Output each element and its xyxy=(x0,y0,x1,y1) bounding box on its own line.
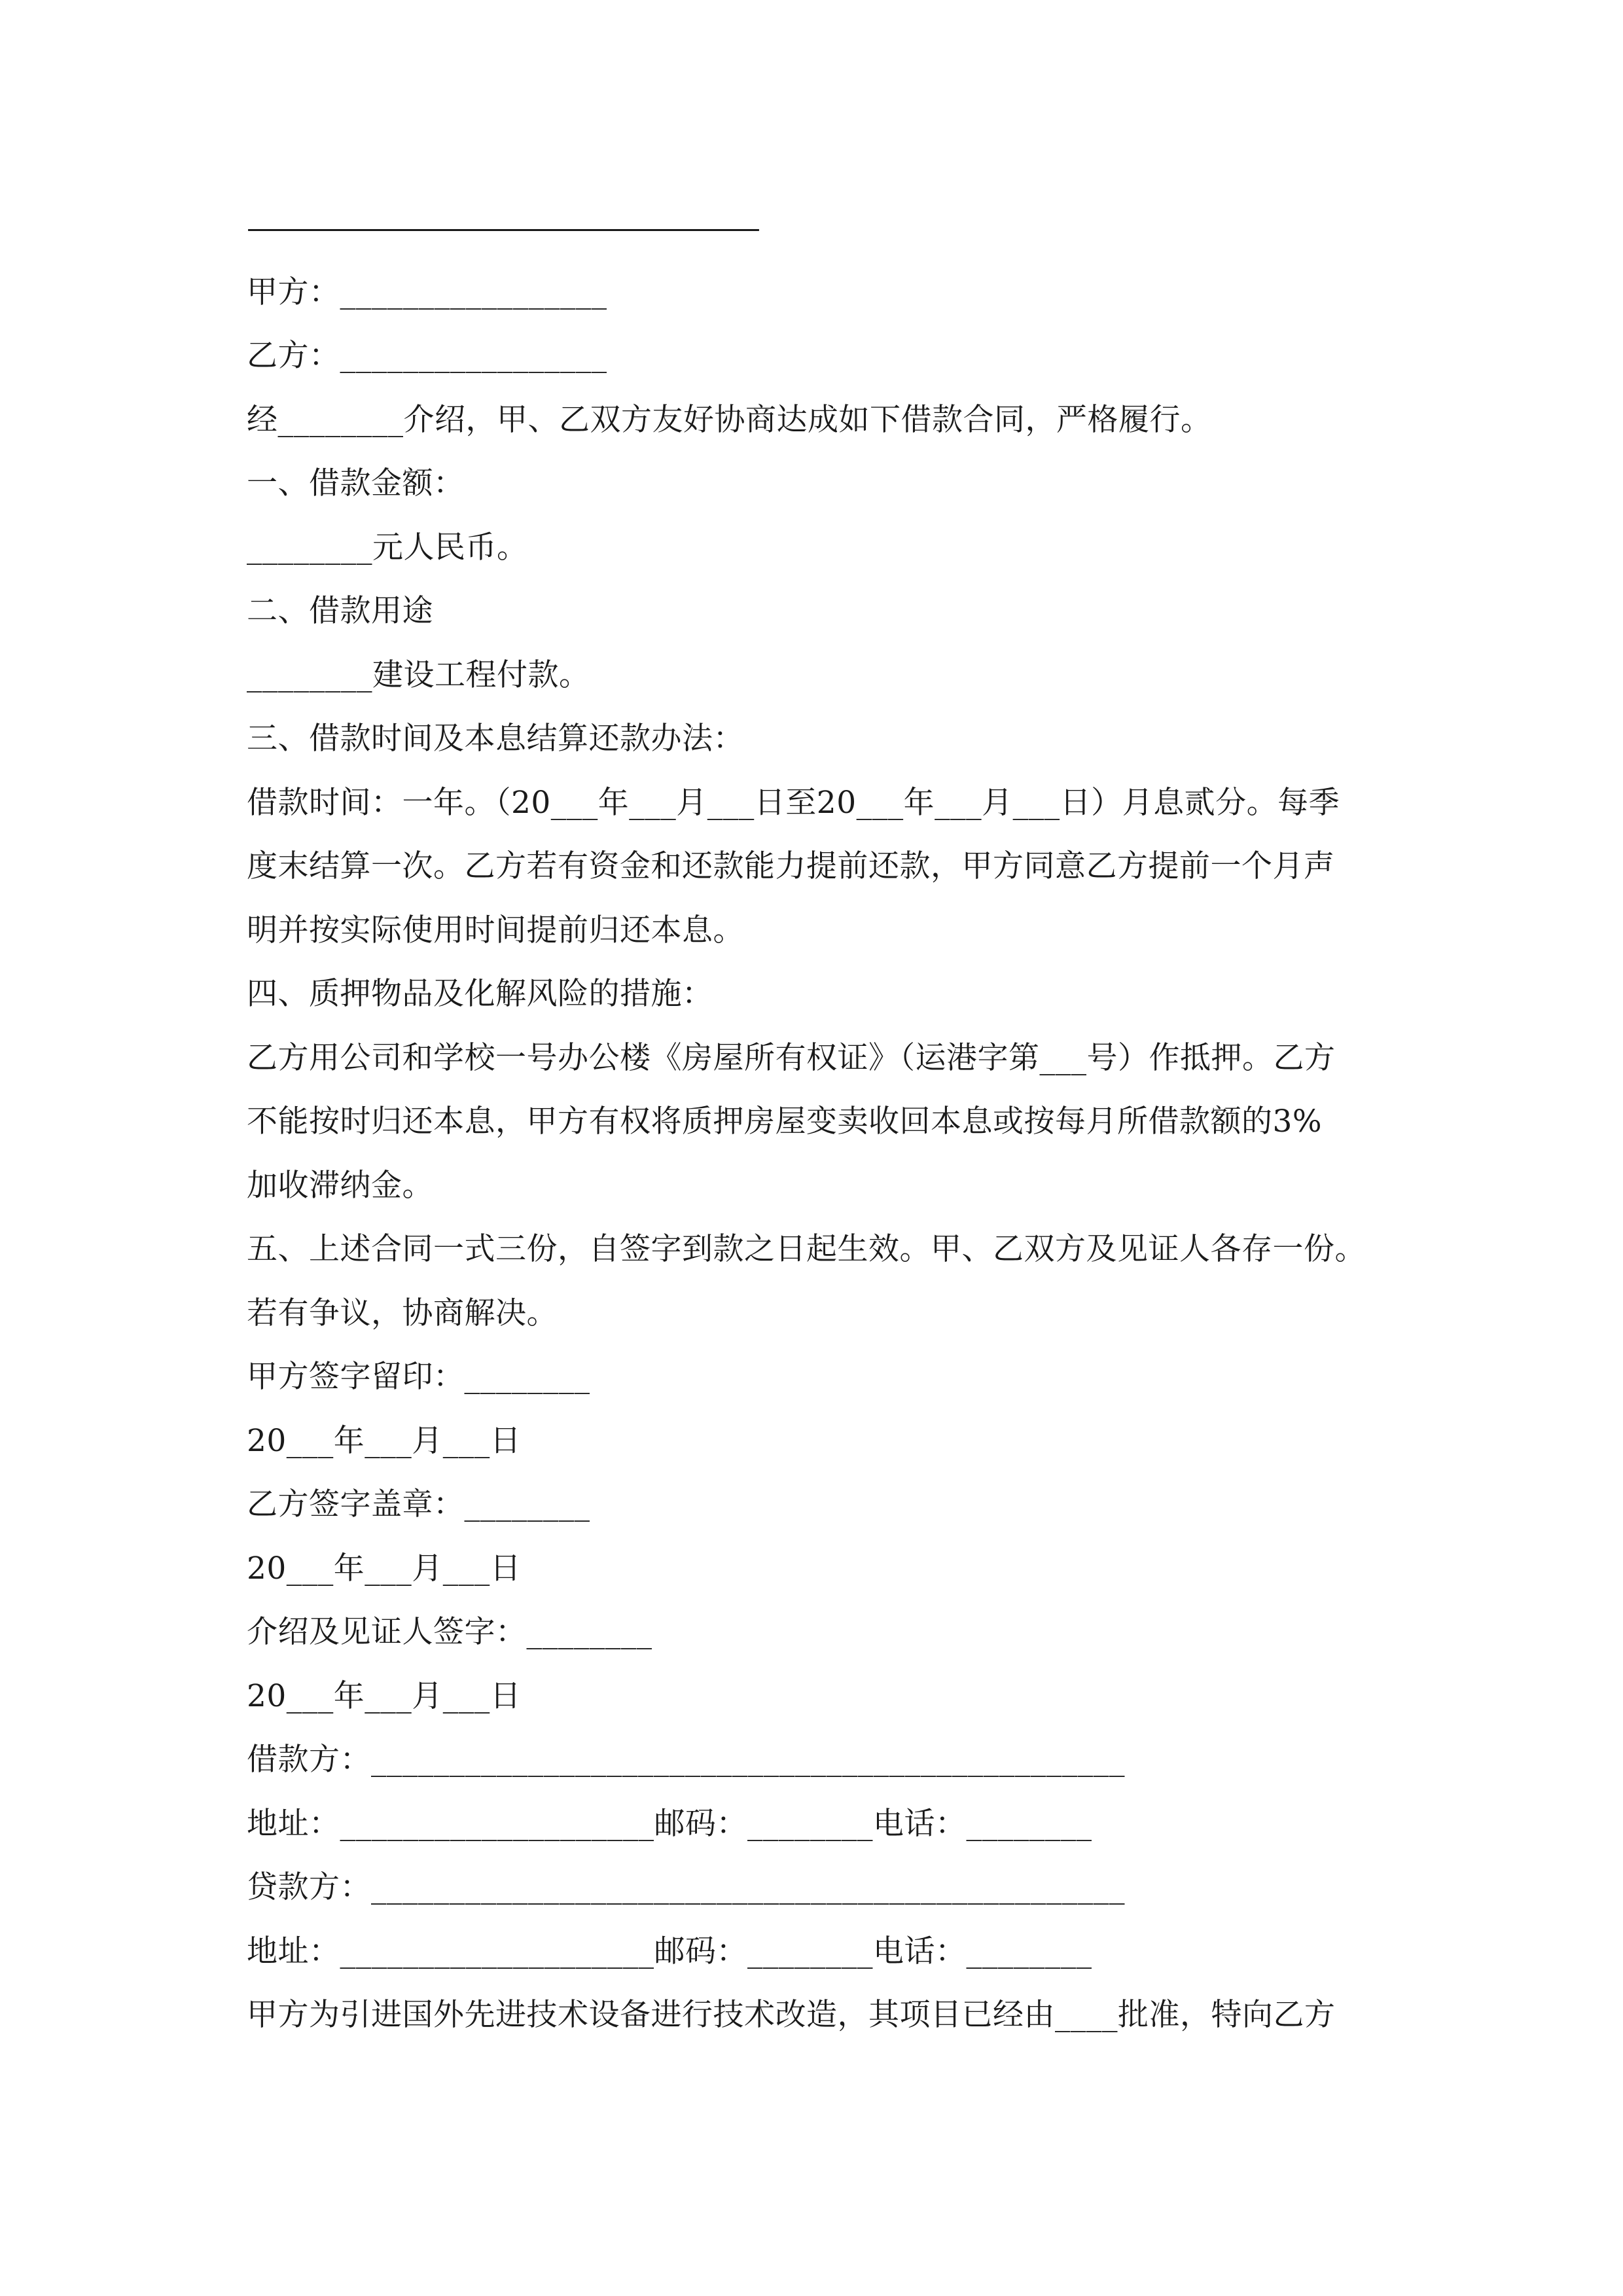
section-five-line-1: 五、上述合同一式三份，自签字到款之日起生效。甲、乙双方及见证人各存一份。 xyxy=(247,1231,1366,1267)
term-line-3: 明并按实际使用时间提前归还本息。 xyxy=(247,912,744,948)
term-line-2: 度末结算一次。乙方若有资金和还款能力提前还款，甲方同意乙方提前一个月声 xyxy=(247,848,1335,884)
purpose-line: ________建设工程付款。 xyxy=(247,656,590,693)
party-a-signature: 甲方签字留印：________ xyxy=(247,1359,590,1395)
collateral-line-3: 加收滞纳金。 xyxy=(247,1167,433,1204)
borrower-address-line: 地址：____________________邮码：________电话：________ xyxy=(247,1805,1092,1842)
document-body xyxy=(247,196,1385,2047)
party-b-date: 20___年___月___日 xyxy=(247,1550,522,1587)
section-heading-purpose: 二、借款用途 xyxy=(247,593,433,629)
borrower-line: 借款方：________________________________________________ xyxy=(247,1742,1125,1778)
top-rule: ——————————————————— xyxy=(247,210,757,246)
lender-address-line: 地址：____________________邮码：________电话：________ xyxy=(247,1933,1092,1969)
intro-paragraph: 经________介绍，甲、乙双方友好协商达成如下借款合同，严格履行。 xyxy=(247,401,1212,438)
party-b-line: 乙方：_________________ xyxy=(247,338,607,374)
term-line-1: 借款时间：一年。（20___年___月___日至20___年___月___日）月息贰分。每季 xyxy=(247,784,1340,821)
section-heading-amount: 一、借款金额： xyxy=(247,465,465,501)
party-a-date: 20___年___月___日 xyxy=(247,1422,522,1459)
witness-signature: 介绍及见证人签字：________ xyxy=(247,1614,652,1650)
section-heading-collateral: 四、质押物品及化解风险的措施： xyxy=(247,976,713,1012)
witness-date: 20___年___月___日 xyxy=(247,1677,522,1714)
party-b-signature: 乙方签字盖章：________ xyxy=(247,1486,590,1522)
lender-line: 贷款方：________________________________________________ xyxy=(247,1869,1125,1905)
collateral-line-2: 不能按时归还本息，甲方有权将质押房屋变卖收回本息或按每月所借款额的3% xyxy=(247,1103,1323,1139)
second-contract-intro: 甲方为引进国外先进技术设备进行技术改造，其项目已经由____批准，特向乙方 xyxy=(247,1997,1336,2033)
amount-line: ________元人民币。 xyxy=(247,529,528,565)
party-a-line: 甲方：_________________ xyxy=(247,274,607,310)
collateral-line-1: 乙方用公司和学校一号办公楼《房屋所有权证》（运港字第___号）作抵押。乙方 xyxy=(247,1039,1336,1076)
section-five-line-2: 若有争议，协商解决。 xyxy=(247,1295,558,1331)
section-heading-term: 三、借款时间及本息结算还款办法： xyxy=(247,721,744,757)
